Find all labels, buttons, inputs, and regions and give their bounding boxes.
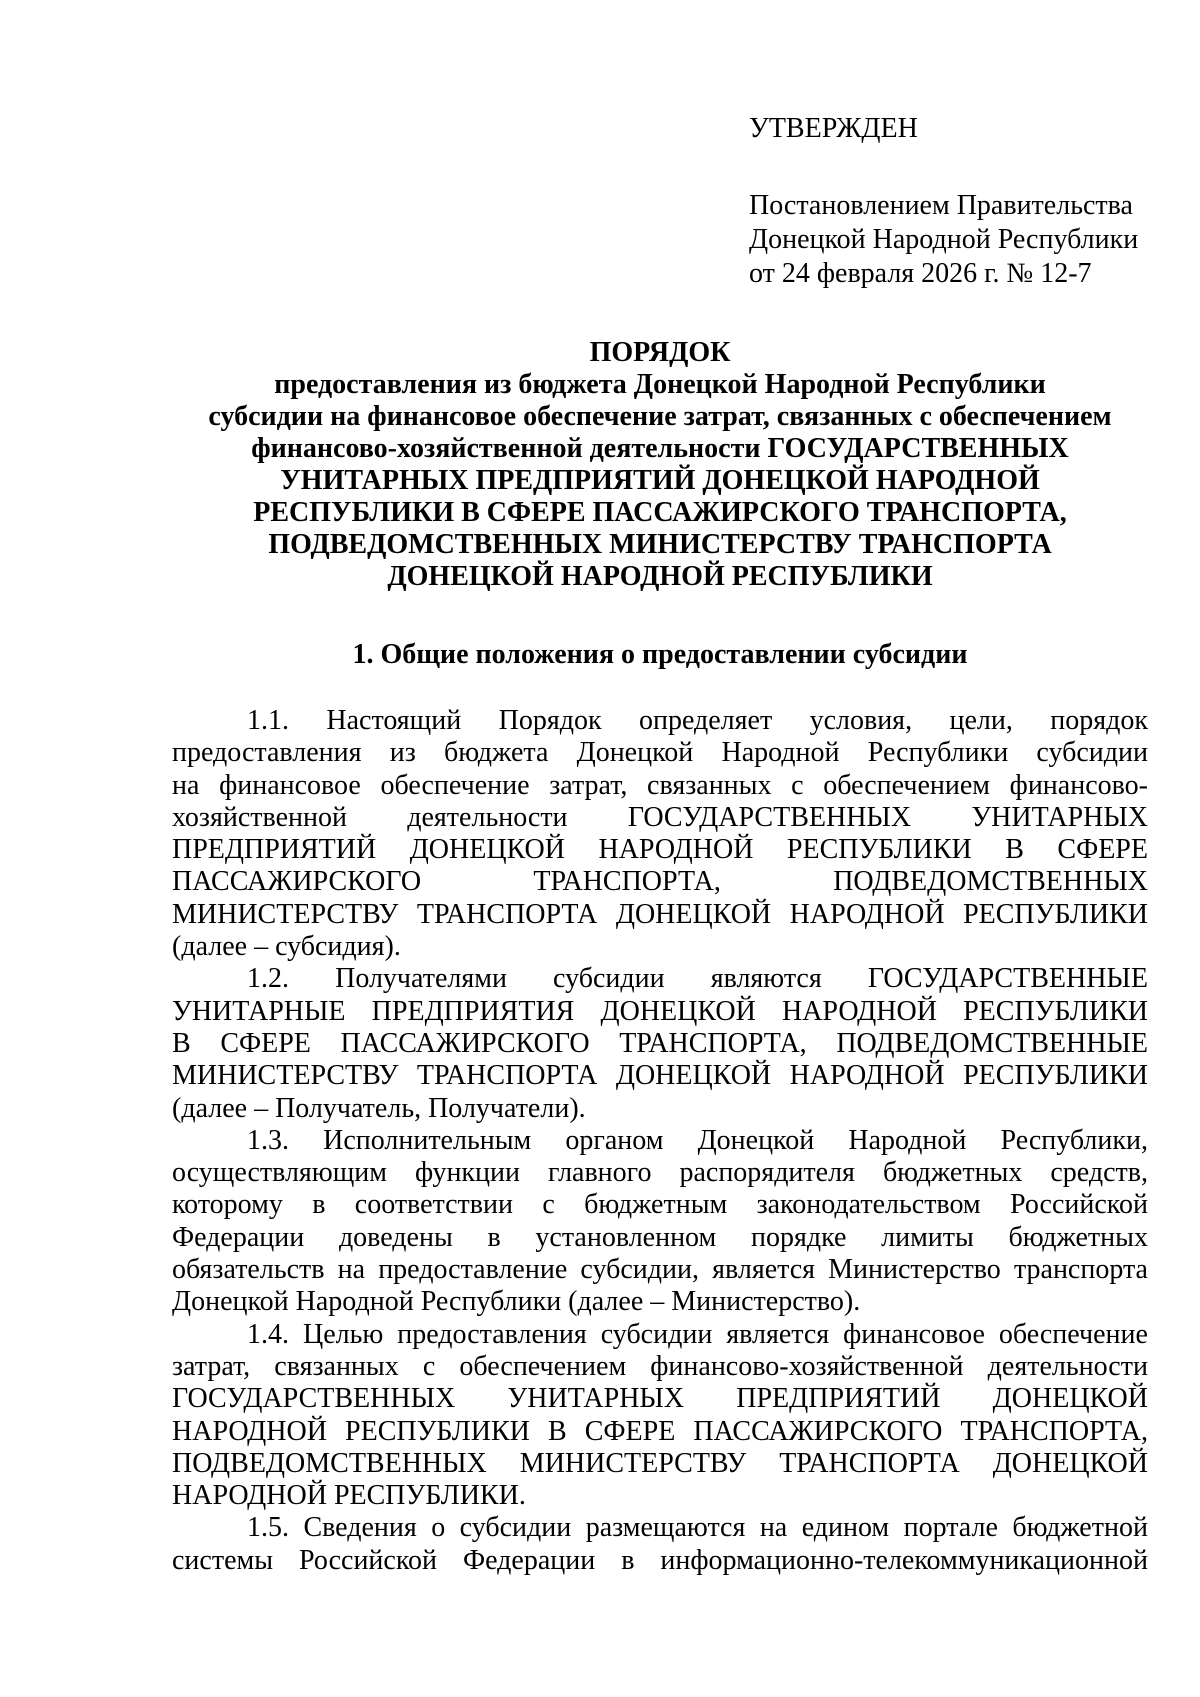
title-line: ПОРЯДОК [589, 337, 731, 368]
word: с [542, 1189, 555, 1221]
body-text-line [172, 963, 1148, 995]
body-text-line: Донецкой Народной Республики (далее – Министерство). [172, 1286, 861, 1318]
body-text-line [172, 1448, 1148, 1480]
word: Российской [1009, 1189, 1148, 1221]
word: субсидии [600, 1318, 713, 1350]
word: Федерации [462, 1544, 596, 1576]
word: ПОДВЕДОМСТВЕННЫХ [172, 1447, 487, 1479]
body-text-line [172, 996, 1148, 1028]
body-text-line [172, 1028, 1148, 1060]
word: УНИТАРНЫХ [971, 801, 1148, 833]
body-text-line [172, 866, 1148, 898]
word: определяет [638, 705, 773, 736]
body-text-line: (далее – субсидия). [172, 931, 401, 963]
word: порядок [1050, 705, 1148, 736]
approval-line: от 24 февраля 2026 г. № 12-7 [749, 258, 1092, 289]
title-line: предоставления из бюджета Донецкой Народной Республики [274, 369, 1046, 400]
word: на [172, 769, 200, 801]
word: финансовое [219, 769, 361, 801]
word: ДОНЕЦКОЙ [615, 898, 772, 930]
word: РЕСПУБЛИКИ [786, 834, 972, 866]
body-text-line: (далее – Получатель, Получатели). [172, 1092, 586, 1124]
word: Получателями [335, 963, 507, 995]
word: Настоящий [326, 705, 462, 736]
word: обязательств [172, 1254, 325, 1286]
word: доведены [338, 1221, 453, 1253]
word: установленном [535, 1221, 717, 1253]
word: финансово-хозяйственной [650, 1350, 964, 1382]
word: Республики, [1000, 1124, 1148, 1156]
word: СФЕРЕ [220, 1027, 311, 1059]
word: затрат, [172, 1350, 251, 1382]
word: Республики [867, 737, 1009, 769]
word: В [547, 1415, 567, 1447]
word: ТРАНСПОРТА [416, 1060, 598, 1092]
word: В [172, 1027, 191, 1059]
word: ГОСУДАРСТВЕННЫЕ [867, 963, 1148, 995]
word: финансовое [843, 1318, 985, 1350]
word: ТРАНСПОРТА, [533, 866, 721, 898]
word: В [1005, 834, 1024, 866]
word: являются [710, 963, 822, 995]
word: связанных [274, 1350, 399, 1382]
body-text-line [172, 1222, 1148, 1254]
word: хозяйственной [172, 801, 347, 833]
approval-line: Постановлением Правительства [749, 190, 1133, 221]
body-text-line [172, 1545, 1148, 1577]
word: на [337, 1254, 366, 1286]
word: законодательством [756, 1189, 981, 1221]
body-text-line [172, 1254, 1148, 1286]
word: субсидии [459, 1512, 572, 1544]
body-text-line [172, 1383, 1148, 1415]
word: ПОДВЕДОМСТВЕННЫЕ [836, 1027, 1148, 1059]
word: с [791, 769, 804, 801]
word: ПРЕДПРИЯТИЙ [736, 1383, 941, 1415]
word: главного [548, 1157, 652, 1189]
body-text-line [172, 1189, 1148, 1221]
word: СФЕРЕ [1057, 834, 1148, 866]
word: РЕСПУБЛИКИ [963, 1060, 1148, 1092]
word: предоставления [172, 737, 362, 769]
body-text-line [172, 1060, 1148, 1092]
title-line: субсидии на финансовое обеспечение затрат, связанных с обеспечением [208, 401, 1112, 432]
word: НАРОДНОЙ [789, 1060, 945, 1092]
word: Народной [848, 1124, 967, 1156]
word: НАРОДНОЙ [598, 834, 754, 866]
word: Народной [721, 737, 840, 769]
title-line: финансово-хозяйственной деятельности ГОСУДАРСТВЕННЫХ [251, 433, 1069, 464]
word: портале [903, 1512, 998, 1544]
body-text-line [172, 1319, 1148, 1351]
word: бюджетных [882, 1157, 1023, 1189]
word: Целью [302, 1318, 384, 1350]
word: порядке [750, 1221, 847, 1253]
word: соответствии [354, 1189, 513, 1221]
body-text-line [172, 770, 1148, 802]
word: Министерство [828, 1254, 1001, 1286]
word: средств, [1050, 1157, 1148, 1189]
word: распорядителя [679, 1157, 855, 1189]
title-line: РЕСПУБЛИКИ В СФЕРЕ ПАССАЖИРСКОГО ТРАНСПОРТА, [253, 497, 1067, 528]
word: которому [172, 1189, 283, 1221]
word: является [712, 1254, 816, 1286]
body-text-line [172, 834, 1148, 866]
word: из [389, 737, 416, 769]
word: ДОНЕЦКОЙ [992, 1447, 1148, 1479]
word: органом [565, 1124, 664, 1156]
word: Донецкой [697, 1124, 815, 1156]
word: системы [172, 1544, 274, 1576]
word: РЕСПУБЛИКИ [345, 1415, 530, 1447]
word: бюджетных [1008, 1221, 1148, 1253]
word: предоставление [378, 1254, 568, 1286]
word: финансово- [1009, 769, 1148, 801]
title-line: УНИТАРНЫХ ПРЕДПРИЯТИЙ ДОНЕЦКОЙ НАРОДНОЙ [280, 465, 1040, 496]
word: является [726, 1318, 830, 1350]
body-text-line [172, 1512, 1148, 1544]
word: ДОНЕЦКОЙ [409, 834, 565, 866]
body-text-line [172, 705, 1148, 737]
word: связанных [647, 769, 772, 801]
word: обеспечением [459, 1350, 627, 1382]
word: ТРАНСПОРТА [779, 1447, 960, 1479]
title-line: ПОДВЕДОМСТВЕННЫХ МИНИСТЕРСТВУ ТРАНСПОРТА [268, 529, 1052, 560]
word: ПАССАЖИРСКОГО [172, 866, 422, 898]
word: 1.4. [247, 1318, 289, 1350]
word: ГОСУДАРСТВЕННЫХ [627, 801, 912, 833]
word: Российской [299, 1544, 438, 1576]
word: ПАССАЖИРСКОГО [340, 1027, 590, 1059]
word: на [759, 1512, 788, 1544]
word: с [422, 1350, 436, 1382]
word: в [487, 1221, 501, 1253]
title-line: ДОНЕЦКОЙ НАРОДНОЙ РЕСПУБЛИКИ [387, 561, 933, 592]
word: ПРЕДПРИЯТИЙ [172, 834, 377, 866]
word: едином [801, 1512, 890, 1544]
word: цели, [949, 705, 1013, 736]
word: ПОДВЕДОМСТВЕННЫХ [833, 866, 1148, 898]
word: МИНИСТЕРСТВУ [172, 898, 399, 930]
word: 1.3. [247, 1124, 289, 1156]
approval-stamp: УТВЕРЖДЕН [749, 113, 918, 144]
word: бюджетным [584, 1189, 728, 1221]
body-text-line: НАРОДНОЙ РЕСПУБЛИКИ. [172, 1480, 526, 1512]
word: обеспечением [823, 769, 991, 801]
word: о [431, 1512, 446, 1544]
word: УНИТАРНЫХ [507, 1383, 685, 1415]
word: ДОНЕЦКОЙ [615, 1060, 772, 1092]
approval-line: Донецкой Народной Республики [749, 224, 1139, 255]
body-text-line [172, 1157, 1148, 1189]
word: Федерации [172, 1221, 305, 1253]
body-text-line [172, 1125, 1148, 1157]
word: размещаются [585, 1512, 746, 1544]
word: предоставления [397, 1318, 587, 1350]
word: деятельности [987, 1350, 1148, 1382]
word: бюджета [443, 737, 549, 769]
word: осуществляющим [172, 1157, 387, 1189]
section-body [172, 705, 1148, 1577]
word: НАРОДНОЙ [781, 995, 937, 1027]
word: 1.5. [247, 1512, 289, 1544]
word: затрат, [549, 769, 628, 801]
word: РЕСПУБЛИКИ [963, 995, 1148, 1027]
body-text-line [172, 899, 1148, 931]
word: условия, [809, 705, 913, 736]
word: МИНИСТЕРСТВУ [519, 1447, 747, 1479]
word: ДОНЕЦКОЙ [600, 995, 756, 1027]
body-text-line [172, 1351, 1148, 1383]
word: Сведения [303, 1512, 417, 1544]
word: МИНИСТЕРСТВУ [172, 1060, 399, 1092]
document-title [172, 337, 1148, 593]
word: субсидии [553, 963, 665, 995]
word: в [312, 1189, 326, 1221]
word: ДОНЕЦКОЙ [992, 1383, 1148, 1415]
word: РЕСПУБЛИКИ [963, 898, 1148, 930]
word: обеспечение [998, 1318, 1148, 1350]
word: информационно-телекоммуникационной [660, 1544, 1148, 1576]
body-text-line [172, 1416, 1148, 1448]
word: УНИТАРНЫЕ [172, 995, 346, 1027]
word: ТРАНСПОРТА, [960, 1415, 1148, 1447]
word: ПАССАЖИРСКОГО [693, 1415, 943, 1447]
word: функции [415, 1157, 520, 1189]
word: 1.1. [247, 705, 289, 736]
word: транспорта [1013, 1254, 1148, 1286]
word: Порядок [498, 705, 602, 736]
word: бюджетной [1012, 1512, 1148, 1544]
word: деятельности [407, 801, 568, 833]
body-text-line [172, 802, 1148, 834]
word: ТРАНСПОРТА, [619, 1027, 807, 1059]
body-text-line [172, 737, 1148, 769]
word: НАРОДНОЙ [172, 1415, 327, 1447]
word: 1.2. [247, 963, 289, 995]
word: НАРОДНОЙ [789, 898, 945, 930]
word: СФЕРЕ [584, 1415, 676, 1447]
word: в [621, 1544, 635, 1576]
word: Донецкой [576, 737, 694, 769]
word: обеспечение [380, 769, 530, 801]
word: субсидии, [580, 1254, 699, 1286]
word: ГОСУДАРСТВЕННЫХ [172, 1383, 456, 1415]
approval-block [749, 112, 1138, 291]
word: субсидии [1036, 737, 1148, 769]
word: ТРАНСПОРТА [416, 898, 598, 930]
word: ПРЕДПРИЯТИЯ [371, 995, 575, 1027]
word: Исполнительным [323, 1124, 532, 1156]
section-heading: 1. Общие положения о предоставлении субсидии [352, 639, 968, 670]
word: лимиты [881, 1221, 974, 1253]
